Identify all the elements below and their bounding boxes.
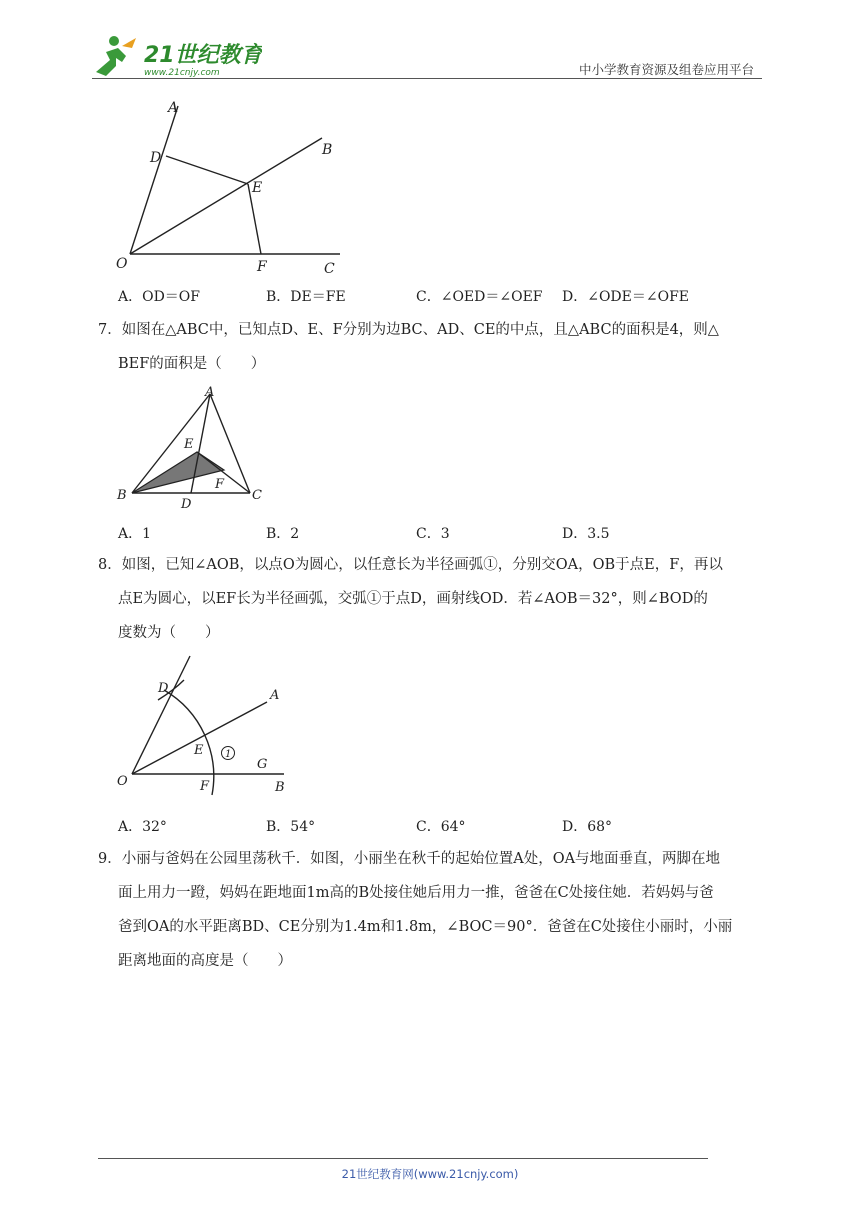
figure-q7 [112, 384, 272, 514]
q7-options [118, 523, 758, 543]
label-C: C [324, 261, 335, 277]
q8-option-a[interactable]: A．32° [118, 819, 167, 835]
label-O: O [116, 256, 128, 272]
q9-line1: 9．小丽与爸妈在公园里荡秋千．如图，小丽坐在秋千的起始位置A处，OA与地面垂直，两脚在地 [98, 851, 721, 867]
figure-q8 [112, 650, 297, 800]
svg-text:D: D [181, 497, 192, 512]
label-B: B [322, 142, 333, 158]
q7-option-b[interactable]: B．2 [266, 526, 300, 542]
q8-option-c[interactable]: C．64° [416, 819, 466, 835]
q7-line1: 7．如图在△ABC中，已知点D、E、F分别为边BC、AD、CE的中点，且△ABC的面积是4，则△ [98, 322, 719, 338]
svg-text:E: E [184, 437, 194, 452]
q6-option-a[interactable]: A．OD＝OF [118, 289, 201, 305]
svg-text:F: F [215, 477, 225, 492]
svg-text:A: A [205, 385, 215, 400]
q8-options [118, 816, 758, 836]
q8-line3: 度数为（ ） [118, 625, 220, 641]
footer-divider [98, 1158, 708, 1159]
question-7 [98, 313, 768, 381]
svg-text:G: G [257, 757, 268, 772]
svg-text:A: A [270, 688, 280, 703]
label-E: E [252, 180, 263, 196]
svg-text:O: O [117, 774, 128, 789]
footer-link[interactable]: 21世纪教育网(www.21cnjy.com) [341, 1167, 519, 1181]
label-A: A [168, 100, 179, 116]
q7-option-a[interactable]: A．1 [118, 526, 152, 542]
svg-text:D: D [158, 681, 169, 696]
svg-text:E: E [194, 743, 204, 758]
q9-line2: 面上用力一蹬，妈妈在距地面1m高的B处接住她后用力一推，爸爸在C处接住她．若妈妈与爸 [118, 885, 714, 901]
label-F: F [257, 259, 267, 275]
question-8 [98, 548, 768, 650]
q6-option-c[interactable]: C．∠OED＝∠OEF [416, 289, 543, 305]
runner-logo-icon [96, 36, 136, 76]
logo-text: 21世纪教育 [144, 43, 262, 68]
figure-q6 [110, 96, 350, 281]
svg-text:B: B [275, 780, 285, 795]
svg-text:1: 1 [225, 749, 232, 760]
q6-options [118, 286, 758, 306]
svg-text:F: F [200, 779, 210, 794]
q9-line3: 爸到OA的水平距离BD、CE分别为1.4m和1.8m，∠BOC＝90°．爸爸在C处接住小丽时，小丽 [118, 919, 733, 935]
logo-url: www.21cnjy.com [144, 68, 220, 78]
q7-option-c[interactable]: C．3 [416, 526, 450, 542]
site-logo [92, 32, 262, 80]
q8-line2: 点E为圆心，以EF长为半径画弧，交弧①于点D，画射线OD．若∠AOB＝32°，则∠BOD的 [118, 591, 708, 607]
header-platform-text: 中小学教育资源及组卷应用平台 [578, 62, 754, 77]
q8-option-d[interactable]: D．68° [562, 819, 613, 835]
q6-option-d[interactable]: D．∠ODE＝∠OFE [562, 289, 690, 305]
q8-line1: 8．如图，已知∠AOB，以点O为圆心，以任意长为半径画弧①，分别交OA，OB于点E，F，再以 [98, 557, 723, 573]
svg-text:B: B [117, 488, 127, 503]
q7-line2: BEF的面积是（ ） [118, 356, 266, 372]
header-divider [92, 78, 762, 79]
label-D: D [150, 150, 162, 166]
q6-option-b[interactable]: B．DE＝FE [266, 289, 346, 305]
svg-text:C: C [252, 488, 262, 503]
q8-option-b[interactable]: B．54° [266, 819, 316, 835]
q9-line4: 距离地面的高度是（ ） [118, 953, 292, 969]
q7-option-d[interactable]: D．3.5 [562, 526, 610, 542]
question-9 [98, 842, 768, 978]
